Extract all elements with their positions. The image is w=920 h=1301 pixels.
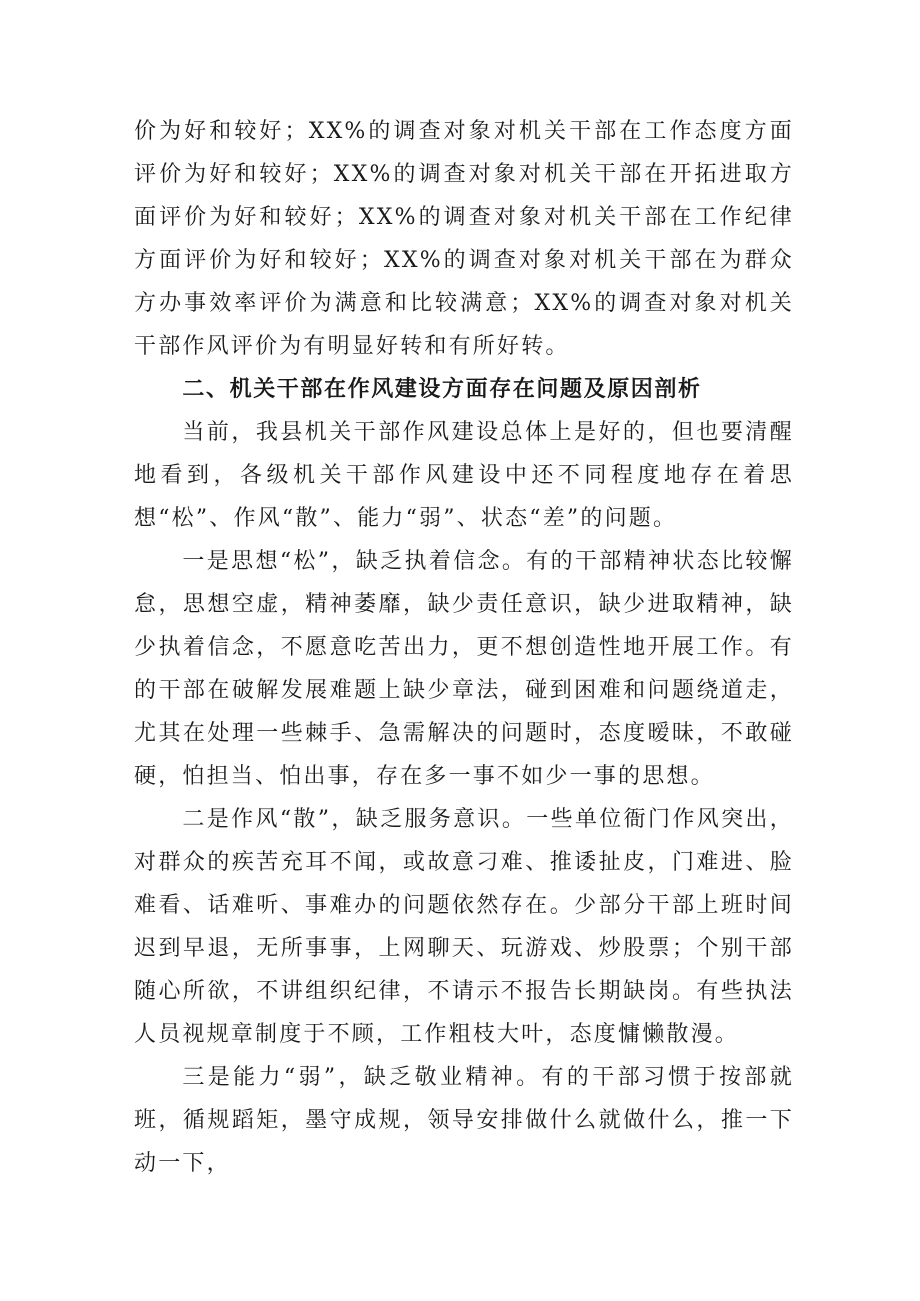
paragraph-point-three: 三是能力“弱”，缺乏敬业精神。有的干部习惯于按部就班，循规蹈矩，墨守成规，领导安排做什么就做什么，推一下动一下，: [134, 1065, 794, 1176]
section-heading-problems-and-causes: 二、机关干部在作风建设方面存在问题及原因剖析: [182, 377, 702, 402]
paragraph-point-two: 二是作风“散”，缺乏服务意识。一些单位衙门作风突出，对群众的疾苦充耳不闻，或故意刁难、推诿扯皮，门难进、脸难看、话难听、事难办的问题依然存在。少部分干部上班时间迟到早退，无所事事，上网聊天、玩游戏、炒股票；个别干部随心所欲，不讲组织纪律，不请示不报告长期缺岗。有些执法人员视规章制度于不顾，工作粗枝大叶，态度慵懒散漫。: [134, 807, 794, 1047]
paragraph-overview: 当前，我县机关干部作风建设总体上是好的，但也要清醒地看到，各级机关干部作风建设中还不同程度地存在着思想“松”、作风“散”、能力“弱”、状态“差”的问题。: [134, 420, 794, 531]
paragraph-survey-results-continuation: 价为好和较好；XX%的调查对象对机关干部在工作态度方面评价为好和较好；XX%的调查对象对机关干部在开拓进取方面评价为好和较好；XX%的调查对象对机关干部在工作纪律方面评价为好和较好；XX%的调查对象对机关干部在为群众方办事效率评价为满意和比较满意；XX%的调查对象对机关干部作风评价为有明显好转和有所好转。: [134, 119, 794, 359]
paragraph-point-one: 一是思想“松”，缺乏执着信念。有的干部精神状态比较懈怠，思想空虚，精神萎靡，缺少责任意识，缺少进取精神，缺少执着信念，不愿意吃苦出力，更不想创造性地开展工作。有的干部在破解发展难题上缺少章法，碰到困难和问题绕道走，尤其在处理一些棘手、急需解决的问题时，态度暧昧，不敢碰硬，怕担当、怕出事，存在多一事不如少一事的思想。: [134, 549, 794, 789]
document-body: [134, 110, 794, 1185]
